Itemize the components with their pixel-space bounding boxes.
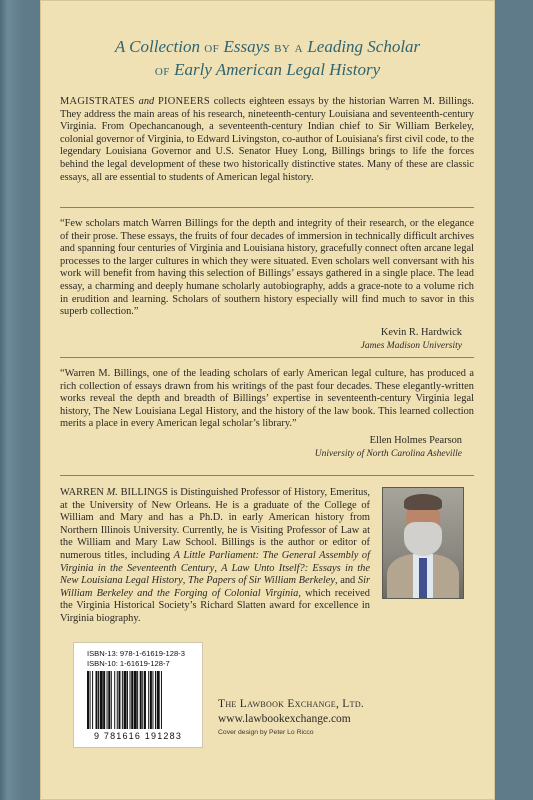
divider <box>60 357 474 358</box>
headline-text: by a <box>274 40 304 56</box>
barcode-bar <box>107 671 108 729</box>
barcode-bar <box>140 671 142 729</box>
headline-text: of <box>154 63 170 79</box>
review-quote-2: “Warren M. Billings, one of the leading scholars of early American legal culture, has produced a rich collection of essays drawn from his writings of the past four decades. These elegantly-written works reveal the depth and breadth of Billings’ expertise in seventeenth-century Virginia legal history, The New Louisiana Legal History, and the history of the law book. This learned collection merits a place in every American legal scholar’s library.” <box>60 368 474 430</box>
barcode-bar <box>122 671 123 729</box>
author-name: M. <box>106 487 118 498</box>
bio-text: is Distinguished Professor of History, Emeritus, at the University of New Orleans. He is a graduate of the College of William and Mary and has a Ph.D. in early American history from Northern Illinois University. Currently, he is Visiting Professor of Law at the William and Mary Law School. Billings is the author or editor of numerous titles, including <box>60 487 370 561</box>
book-title-part: PIONEERS <box>157 96 211 107</box>
bio-text: , <box>214 562 222 574</box>
barcode-bar <box>152 671 153 729</box>
publisher-url: www.lawbookexchange.com <box>218 713 351 725</box>
barcode-bar <box>161 671 162 729</box>
review-attribution-1 <box>361 327 462 352</box>
barcode-bar <box>100 671 103 729</box>
barcode-bar <box>111 671 112 729</box>
description-body: collects eighteen essays by the historian Warren M. Billings. They address the main areas of his research, nineteenth-century Louisiana and seventeenth-century Virginia. From Opechancanough, a seventeenth-century Indian chief to Sir William Berkeley, colonial governor of Virginia, to Edward Livingston, co-author of Louisiana's first civil code, to the legendary Louisiana Governor and U.S. Senator Huey Long, Billings brings to life the forces behind the legal development of these two historically distinctive states. Many of these are classic essays, all are essential to students of American legal history. <box>60 96 474 183</box>
isbn-13: ISBN-13: 978-1-61619-128-3 <box>87 649 185 658</box>
barcode-bar <box>155 671 156 729</box>
reviewer-name: Ellen Holmes Pearson <box>369 435 462 446</box>
book-title: The Papers of Sir William Berkeley <box>188 575 336 587</box>
barcode-bar <box>157 671 160 729</box>
bio-text: , which received the Virginia Historical Society’s Richard Slatten award for excellence in Virginia biography. <box>60 587 370 624</box>
bio-text: , <box>182 575 188 587</box>
book-title-part: and <box>138 96 155 107</box>
barcode-bars <box>87 671 189 729</box>
barcode-bar <box>150 671 152 729</box>
author-photo <box>382 487 464 599</box>
publisher-info <box>218 697 364 727</box>
barcode-bar <box>92 671 93 729</box>
book-description <box>60 96 474 184</box>
barcode-bar <box>148 671 149 729</box>
headline-text: of <box>204 40 220 56</box>
reviewer-institution: James Madison University <box>360 340 462 351</box>
barcode-bar <box>98 671 99 729</box>
barcode-bar <box>142 671 143 729</box>
author-name: BILLINGS <box>120 487 168 498</box>
headline-text: Leading Scholar <box>307 37 421 56</box>
reviewer-institution: University of North Carolina Asheville <box>314 448 462 459</box>
headline-text: Early American Legal History <box>174 60 381 79</box>
barcode-bar <box>131 671 133 729</box>
review-quote-1: “Few scholars match Warren Billings for the depth and integrity of their research, or the elegance of their prose. These essays, the fruits of four decades of immersion in technically difficult archives and spanning four centuries of Virginia and Louisiana history, gracefully connect often arcane legal processes to the larger cultures in which they were situated. Even scholars well conversant with his work will benefit from having this selection of Billings’ essays gathered in a single place. The lead essay, a charming and deeply humane scholarly autobiography, adds a grace-note to a volume rich in erudition and learning. Scholars of southern history especially will find much to savor in this superb collection.” <box>60 218 474 318</box>
barcode-bar <box>108 671 110 729</box>
publisher-name: The Lawbook Exchange, Ltd. <box>218 698 365 710</box>
barcode-bar <box>144 671 146 729</box>
book-title-part: MAGISTRATES <box>60 96 135 107</box>
photo-beard <box>404 522 442 556</box>
author-bio <box>60 487 370 626</box>
barcode-bar <box>114 671 115 729</box>
headline-text: Essays <box>223 37 270 56</box>
headline-text: A Collection <box>114 37 200 56</box>
headline-line-1 <box>40 36 495 59</box>
barcode-bar <box>130 671 131 729</box>
photo-hair <box>404 494 442 510</box>
bio-text: , and <box>335 575 358 587</box>
book-title: A Law Unto Itself?: Essays in the New Louisiana Legal History <box>60 562 370 587</box>
reviewer-name: Kevin R. Hardwick <box>380 327 462 338</box>
barcode-bar <box>127 671 128 729</box>
barcode-bar <box>134 671 137 729</box>
isbn-10: ISBN-10: 1-61619-128-7 <box>87 659 170 668</box>
barcode-bar <box>103 671 105 729</box>
book-title: Sir William Berkeley and the Forging of Colonial Virginia <box>60 575 371 599</box>
barcode-bar <box>124 671 127 729</box>
barcode-bar <box>117 671 118 729</box>
barcode-bar <box>96 671 98 729</box>
headline-line-2 <box>40 59 495 82</box>
review-attribution-2 <box>315 435 462 460</box>
barcode-bar <box>87 671 89 729</box>
barcode-bar <box>137 671 138 729</box>
barcode-bar <box>118 671 120 729</box>
divider <box>60 207 474 208</box>
cover-headline <box>40 36 495 82</box>
barcode-number: 9 781616 191283 <box>93 731 183 741</box>
divider <box>60 475 474 476</box>
book-title: A Little Parliament: The General Assembly of Virginia in the Seventeenth Century <box>60 549 370 574</box>
barcode-bar <box>90 671 91 729</box>
cover-credit: Cover design by Peter Lo Ricco <box>218 729 314 736</box>
author-name: WARREN <box>60 487 104 498</box>
barcode-label <box>73 642 203 748</box>
photo-tie <box>419 558 427 598</box>
